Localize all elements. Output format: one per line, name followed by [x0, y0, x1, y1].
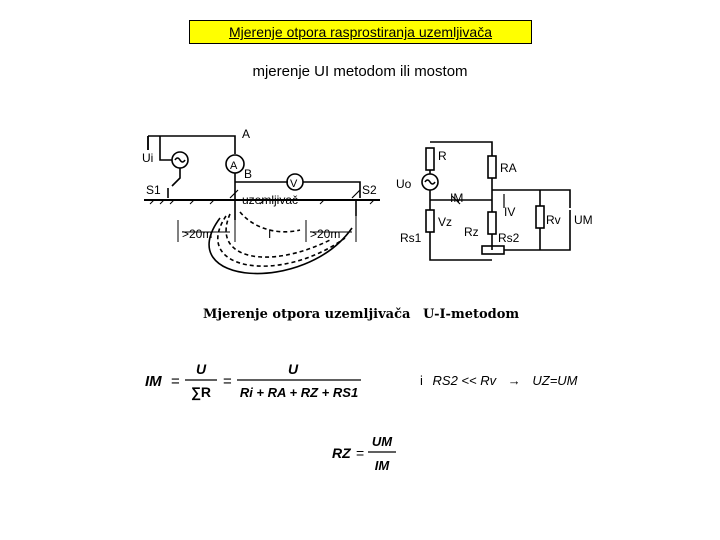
formula1-den1: ∑R [190, 384, 212, 400]
label-ammeter: A [230, 160, 238, 172]
formula1-den2: Ri + RA + RZ + RS1 [239, 385, 359, 400]
caption-method: U-I-metodom [422, 307, 520, 322]
label-a: A [242, 127, 251, 141]
label-earth: uzemljivač [242, 193, 299, 207]
label-rv: Rv [546, 213, 561, 227]
cond-lhs: RS2 << Rv [432, 373, 497, 388]
svg-text:=: = [356, 445, 365, 461]
condition-text [420, 373, 578, 388]
label-uo: Uo [396, 177, 412, 191]
label-ra: RA [500, 161, 517, 175]
label-rs2: Rs2 [498, 231, 520, 245]
label-ui: Ui [142, 151, 154, 165]
svg-text:=: = [171, 373, 180, 390]
caption-main: Mjerenje otpora uzemljivača [203, 307, 411, 322]
figure-caption [203, 307, 519, 322]
label-s1: S1 [146, 183, 161, 197]
svg-text:=: = [223, 373, 232, 390]
label-b: B [244, 167, 253, 181]
label-im: IM [450, 191, 464, 205]
formula1-num1: U [195, 361, 207, 377]
arrow-icon: → [507, 373, 521, 388]
formula-rz [330, 430, 410, 478]
formula2-den: IM [374, 458, 390, 473]
formula2-num: UM [371, 434, 393, 449]
formula-im [143, 358, 373, 408]
label-iv: IV [504, 205, 516, 219]
label-voltmeter: V [290, 178, 298, 190]
formula1-lhs: IM [145, 373, 162, 390]
label-dist-right: >20m [310, 227, 341, 241]
slide-subtitle: mjerenje UI metodom ili mostom [252, 63, 468, 80]
slide-title: Mjerenje otpora rasprostiranja uzemljivača [189, 20, 532, 44]
label-rs1: Rs1 [400, 231, 422, 245]
formula1-num2: U [287, 361, 299, 377]
label-current: I [268, 227, 272, 241]
label-vz: Vz [438, 215, 453, 229]
cond-prefix: i [420, 373, 423, 388]
formula2-lhs: RZ [332, 445, 351, 461]
label-dist-left: >20m [182, 227, 213, 241]
label-rz: Rz [464, 225, 479, 239]
label-um: UM [574, 213, 593, 227]
label-r: R [438, 149, 447, 163]
label-s2: S2 [362, 183, 377, 197]
cond-rhs: UZ=UM [532, 373, 578, 388]
circuit-diagram [130, 120, 600, 328]
